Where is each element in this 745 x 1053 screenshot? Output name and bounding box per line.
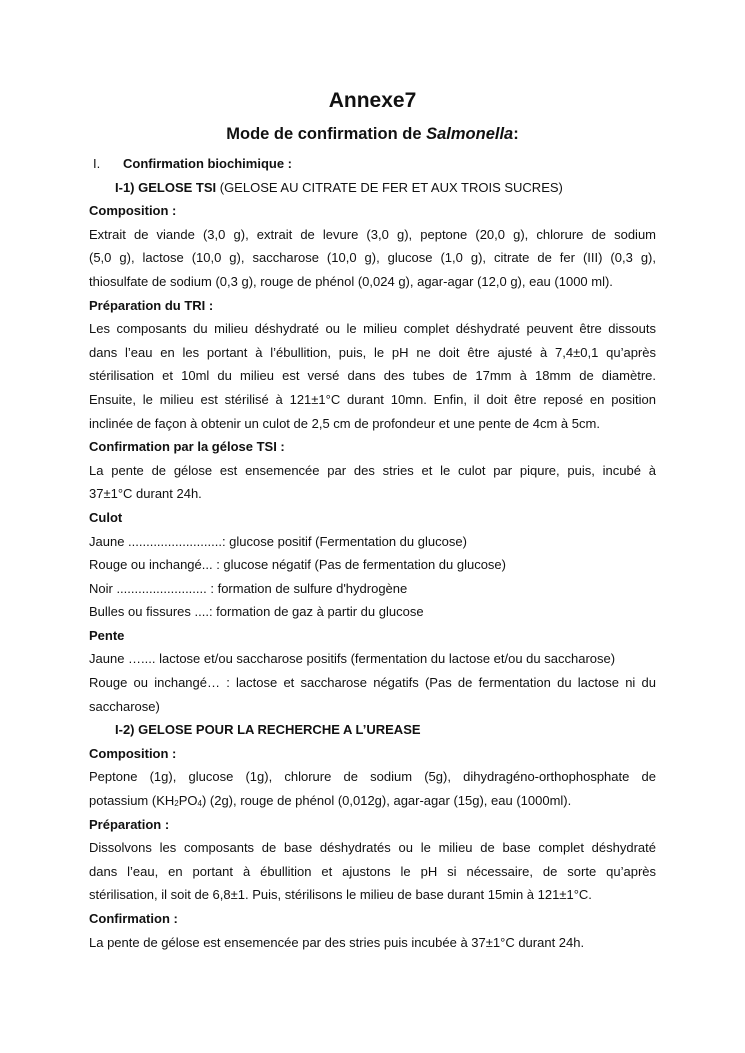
text-line <box>89 789 656 813</box>
urease-preparation-label: Préparation : <box>89 816 170 832</box>
text-fragment: PO <box>178 793 198 809</box>
section-label: Confirmation biochimique : <box>123 156 292 171</box>
document-body <box>89 152 656 954</box>
subscript: 2 <box>174 799 179 809</box>
tsi-preparation-label: Préparation du TRI : <box>89 297 214 313</box>
text-line: inclinée de façon à obtenir un culot de 2,5 cm de profondeur et une pente de 4cm à 5cm. <box>89 415 600 431</box>
tsi-confirmation-label: Confirmation par la gélose TSI : <box>89 439 285 455</box>
pente-label: Pente <box>89 627 125 643</box>
text-line: stérilisation et 10ml du milieu est versé dans des tubes de 17mm à 18mm de diamètre. <box>89 368 656 384</box>
subscript: 4 <box>197 799 202 809</box>
tsi-composition-label: Composition : <box>89 203 177 219</box>
urease-confirmation-label: Confirmation : <box>89 911 178 926</box>
text-line: thiosulfate de sodium (0,3 g), rouge de phénol (0,024 g), agar-agar (12,0 g), eau (1000 ml). <box>89 273 613 289</box>
culot-line: Rouge ou inchangé... : glucose négatif (Pas de fermentation du glucose) <box>89 557 506 573</box>
text-line: dans l’eau, en portant à ébullition et ajustons le pH si nécessaire, de sorte qu’après <box>89 863 656 879</box>
text-line: La pente de gélose est ensemencée par des stries puis incubée à 37±1°C durant 24h. <box>89 934 585 950</box>
urease-composition-label: Composition : <box>89 745 177 761</box>
text-line: Dissolvons les composants de base déshydratés ou le milieu de base complet déshydraté <box>89 840 656 856</box>
document-subtitle <box>0 123 745 145</box>
subtitle-prefix: Mode de confirmation de <box>226 125 427 143</box>
culot-line: Bulles ou fissures ....: formation de gaz à partir du glucose <box>89 604 424 620</box>
text-fragment: potassium (KH <box>89 793 175 809</box>
text-line: Extrait de viande (3,0 g), extrait de levure (3,0 g), peptone (20,0 g), chlorure de sodium <box>89 226 656 242</box>
text-line: Ensuite, le milieu est stérilisé à 121±1°C durant 10mn. Enfin, il doit être reposé en position <box>89 391 656 407</box>
section-number: I. <box>93 156 101 171</box>
subtitle-suffix: : <box>513 125 519 143</box>
pente-line: Rouge ou inchangé… : lactose et saccharose négatifs (Pas de fermentation du lactose ni du <box>89 675 656 691</box>
text-line: (5,0 g), lactose (10,0 g), saccharose (10,0 g), glucose (1,0 g), citrate de fer (III) (0,3 g), <box>89 250 656 266</box>
text-fragment: ) (2g), rouge de phénol (0,012g), agar-agar (15g), eau (1000ml). <box>201 793 572 809</box>
tsi-heading-bold: I-1) GELOSE TSI <box>115 179 217 195</box>
text-line: stérilisation, il soit de 6,8±1. Puis, stérilisons le milieu de base durant 15min à 121±1°C. <box>89 887 592 903</box>
text-line: 37±1°C durant 24h. <box>89 486 202 502</box>
text-line: Les composants du milieu déshydraté ou le milieu complet déshydraté peuvent être dissouts <box>89 321 656 337</box>
tsi-heading-rest: (GELOSE AU CITRATE DE FER ET AUX TROIS SUCRES) <box>216 179 563 195</box>
section-heading <box>89 152 656 176</box>
document-title: Annexe7 <box>328 89 417 112</box>
text-line: Peptone (1g), glucose (1g), chlorure de sodium (5g), dihydragéno-orthophosphate de <box>89 769 656 785</box>
pente-line: saccharose) <box>89 698 160 714</box>
culot-label: Culot <box>89 509 123 525</box>
subtitle-italic: Salmonella <box>426 125 514 143</box>
tsi-heading <box>89 176 656 200</box>
text-line: La pente de gélose est ensemencée par des stries et le culot par piqure, puis, incubé à <box>89 462 656 478</box>
culot-line: Jaune ..........................: glucose positif (Fermentation du glucose) <box>89 533 467 549</box>
pente-line: Jaune ….... lactose et/ou saccharose positifs (fermentation du lactose et/ou du saccharose) <box>89 651 616 667</box>
text-line: dans l’eau en les portant à l’ébullition, puis, le pH ne doit être ajusté à 7,4±0,1 qu’après <box>89 344 656 360</box>
culot-line: Noir ......................... : formation de sulfure d'hydrogène <box>89 580 408 596</box>
urease-heading: I-2) GELOSE POUR LA RECHERCHE A L’UREASE <box>115 722 421 738</box>
